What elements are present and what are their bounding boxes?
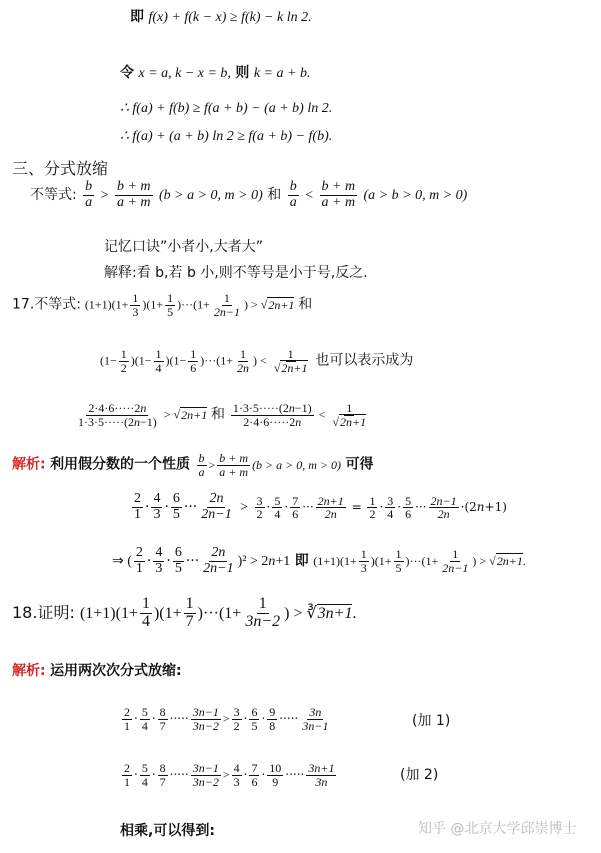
- frac-a-den-2: a: [289, 194, 297, 210]
- fraction-inequality: 不等式: $\frac{b}{a}$ > $\frac{b + m}{a + m}$ (b > a > 0, m > 0) 和 $\frac{b}{a}$ < $\frac{b + m}{a + m}$ (a > b > 0, m > 0): [30, 179, 468, 210]
- problem-17-label: 17.不等式:: [12, 296, 81, 313]
- joiner-he: 和: [298, 296, 313, 313]
- line-2: [120, 62, 310, 82]
- joiner-he-2: 和: [211, 406, 226, 423]
- analysis-17-tag: 解析:: [12, 456, 46, 473]
- sqrt-2n1-b: 2n+1: [281, 360, 308, 375]
- add-two-inequality: $\frac{2}{1}$ · $\frac{5}{4}$ · $\frac{8}{7}$ ····· $\frac{3n-1}{3n-2}$ > $\frac{4}{3}$ · $\frac{7}{6}$ · $\frac{10}{9}$ ····· $\frac{3n+1}{3n}$: [124, 761, 335, 789]
- problem-17-line-2: (1− $\frac{1}{2}$ )(1− $\frac{1}{4}$ )(1− $\frac{1}{6}$ )···(1+ $\frac{1}{2n}$ ) < $\frac{1}{√2n+1}$ 也可以表示成为: [100, 347, 414, 375]
- analysis-17-cond: (b > a > 0, m > 0): [252, 457, 342, 472]
- sqrt-2n1-c: 2n+1: [181, 407, 208, 422]
- analysis-17: 解析: 利用假分数的一个性质 $\frac{b}{a}$ > $\frac{b + m}{a + m}$ (b > a > 0, m > 0) 可得: [12, 451, 374, 479]
- right-condition: (a > b > 0, m > 0): [363, 188, 468, 204]
- frac-bm-num-2: b + m: [321, 179, 356, 194]
- sqrt-2n1-d: 2n+1: [339, 414, 367, 429]
- add-one-inequality: $\frac{2}{1}$ · $\frac{5}{4}$ · $\frac{8}{7}$ ····· $\frac{3n-1}{3n-2}$ > $\frac{3}{2}$ · $\frac{6}{5}$ · $\frac{9}{8}$ ····· $\frac{3n}{3n-1}$: [124, 705, 329, 733]
- watermark: 知乎 @北京大学邱崇博士: [418, 821, 577, 837]
- formula-line-1: f(x) + f(k − x) ≥ f(k) − k ln 2.: [148, 10, 312, 25]
- add-1-label: (加 1): [412, 713, 451, 729]
- analysis-18-tag: 解析:: [12, 663, 46, 679]
- frac-am-den-2: a + m: [321, 194, 356, 210]
- frac-b-num: b: [85, 179, 93, 194]
- problem-17-line-3: $\frac{2\cdot 4\cdot 6\cdot\cdot\cdot\cdot\cdot 2n}{1\cdot 3\cdot 5\cdot\cdot\cdot\cdot\cdot(2n-1)}$ > √2n+1 和 $\frac{1\cdot 3\cdot 5\cdot\cdot\cdot\cdot\cdot(2n-1)}{2\cdot 4\cdot 6\cdot\cdot\cdot\cdot\cdot 2n}$ < $\frac{1}{√2n+1}$: [78, 401, 367, 429]
- add-2-label: (加 2): [400, 767, 439, 783]
- p18-tail: .: [352, 604, 357, 622]
- alt-text: 也可以表示成为: [315, 352, 414, 369]
- frac-a-den: a: [85, 194, 93, 210]
- chain-inequality: $\frac{2}{1}$ · $\frac{4}{3}$ · $\frac{6}{5}$ ··· $\frac{2n}{2n-1}$ > $\frac{3}{2}$ · $\frac{5}{4}$ · $\frac{7}{6}$ ··· $\frac{2n+1}{2n}$ = $\frac{1}{2}$ · $\frac{3}{4}$ · $\frac{5}{6}$ ··· $\frac{2n-1}{2n}$ ·(2n+1): [134, 491, 507, 522]
- implies-line: ⇒ ( $\frac{2}{1}$ · $\frac{4}{3}$ · $\frac{6}{5}$ ··· $\frac{2n}{2n-1}$ )² > 2n+1 即 (1+1)(1+ $\frac{1}{3}$ )(1+ $\frac{1}{5}$ )···(1+ $\frac{1}{2n-1}$ ) > √2n+1.: [112, 545, 526, 576]
- memo-text: 记忆口诀”小者小,大者大”: [104, 239, 263, 255]
- implies-ji: 即: [294, 553, 309, 570]
- word-ze: 则: [235, 65, 250, 81]
- line-1: [130, 6, 312, 26]
- problem-18-label: 18.证明:: [12, 602, 75, 622]
- formula-line-2a: x = a, k − x = b,: [138, 66, 231, 81]
- analysis-17-tail: 可得: [345, 456, 374, 473]
- analysis-18: [12, 660, 182, 680]
- left-condition: (b > a > 0, m > 0): [159, 188, 263, 204]
- prefix-ling: 令: [120, 65, 134, 81]
- frac-am-den: a + m: [116, 194, 151, 210]
- line-3: ∴ f(a) + f(b) ≥ f(a + b) − (a + b) ln 2.: [120, 101, 333, 116]
- section-heading: 三、分式放缩: [12, 159, 109, 178]
- analysis-17-text: 利用假分数的一个性质: [50, 456, 191, 473]
- prefix-ji: 即: [130, 9, 144, 25]
- frac-bm-num: b + m: [116, 179, 151, 194]
- frac-b-num-2: b: [289, 179, 297, 194]
- explain-text: 解释:看 b,若 b 小,则不等号是小于号,反之.: [104, 265, 368, 281]
- analysis-18-text: 运用两次次分式放缩:: [50, 663, 182, 679]
- line-4: ∴ f(a) + (a + b) ln 2 ≥ f(a + b) − f(b).: [120, 129, 333, 144]
- sqrt-2n1: 2n+1: [268, 297, 295, 312]
- ineq-joiner: 和: [267, 187, 282, 204]
- multiply-text: 相乘,可以得到:: [120, 823, 215, 839]
- problem-18: 18.证明: (1+1)(1+ $\frac{1}{4}$ )(1+ $\frac{1}{7}$ )···(1+ $\frac{1}{3n-2}$ ) > ∛3n+1.: [12, 595, 357, 630]
- problem-17-line-1: 17.不等式: (1+1)(1+ $\frac{1}{3}$ )(1+ $\frac{1}{5}$ )···(1+ $\frac{1}{2n-1}$ ) > √2n+1 和: [12, 291, 313, 319]
- ineq-label: 不等式:: [30, 187, 77, 204]
- formula-line-2b: k = a + b.: [253, 66, 311, 81]
